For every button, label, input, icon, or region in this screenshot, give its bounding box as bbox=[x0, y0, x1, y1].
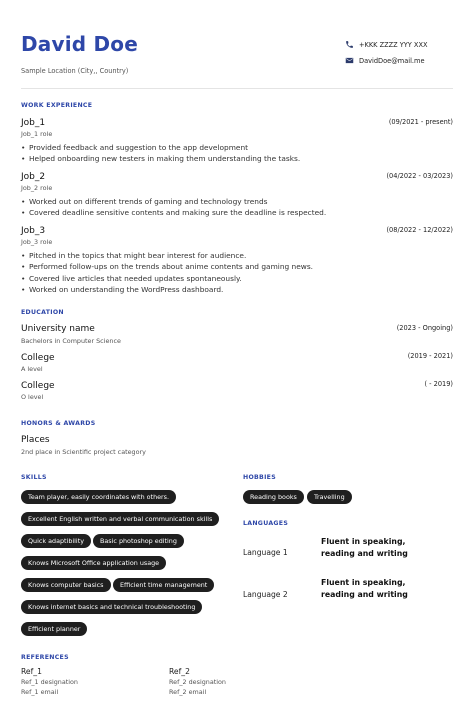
skill-chip: Quick adaptibility bbox=[21, 534, 91, 548]
education-title: College bbox=[21, 381, 55, 391]
job-role: Job_2 role bbox=[21, 184, 53, 192]
education-date: (2023 - Ongoing) bbox=[396, 324, 453, 332]
hobby-chip: Travelling bbox=[307, 490, 352, 504]
honor-title: Places bbox=[21, 435, 50, 445]
skill-chip: Excellent English written and verbal communication skills bbox=[21, 512, 219, 526]
contact-email[interactable] bbox=[345, 56, 425, 65]
hobby-chip: Reading books bbox=[243, 490, 304, 504]
job-date: (08/2022 - 12/2022) bbox=[386, 226, 453, 234]
language-label: Language 1 bbox=[243, 548, 288, 557]
bullet-item: • Covered deadline sensitive contents and making sure the deadline is respected. bbox=[21, 207, 326, 218]
job-date: (09/2021 - present) bbox=[388, 118, 453, 126]
reference-email[interactable]: Ref_1 email bbox=[21, 688, 59, 696]
reference-designation: Ref_2 designation bbox=[169, 678, 226, 686]
bullet-item: • Provided feedback and suggestion to the app development bbox=[21, 142, 300, 153]
job-title: Job_3 bbox=[21, 226, 46, 236]
job-role: Job_3 role bbox=[21, 238, 53, 246]
bullet-item: • Covered live articles that needed updates spontaneously. bbox=[21, 273, 313, 284]
job-bullets bbox=[21, 196, 326, 219]
candidate-location: Sample Location (City,, Country) bbox=[21, 67, 129, 75]
skill-chip: Knows internet basics and technical troubleshooting bbox=[21, 600, 202, 614]
reference-name: Ref_1 bbox=[21, 667, 42, 676]
bullet-item: • Worked on understanding the WordPress dashboard. bbox=[21, 284, 313, 295]
section-title-hobbies: HOBBIES bbox=[243, 474, 276, 481]
job-date: (04/2022 - 03/2023) bbox=[386, 172, 453, 180]
honor-sub: 2nd place in Scientific project category bbox=[21, 448, 146, 456]
language-level: Fluent in speaking, reading and writing bbox=[321, 537, 408, 558]
language-label: Language 2 bbox=[243, 590, 288, 599]
job-bullets bbox=[21, 142, 300, 165]
bullet-item: • Performed follow-ups on the trends about anime contents and gaming news. bbox=[21, 261, 313, 272]
education-title: College bbox=[21, 353, 55, 363]
skill-chip: Efficient planner bbox=[21, 622, 87, 636]
skill-chip: Efficient time management bbox=[113, 578, 214, 592]
skill-chip: Team player, easily coordinates with others. bbox=[21, 490, 176, 504]
skill-chip: Knows computer basics bbox=[21, 578, 111, 592]
reference-name: Ref_2 bbox=[169, 667, 190, 676]
skill-chip: Basic photoshop editing bbox=[93, 534, 184, 548]
language-level: Fluent in speaking, reading and writing bbox=[321, 578, 408, 599]
section-title-languages: LANGUAGES bbox=[243, 520, 289, 527]
education-date: (2019 - 2021) bbox=[407, 352, 453, 360]
contact-phone[interactable] bbox=[345, 40, 428, 49]
education-sub: O level bbox=[21, 393, 44, 401]
section-title-skills: SKILLS bbox=[21, 474, 47, 481]
reference-designation: Ref_1 designation bbox=[21, 678, 78, 686]
job-title: Job_1 bbox=[21, 118, 46, 128]
skill-chip: Knows Microsoft Office application usage bbox=[21, 556, 166, 570]
header-divider bbox=[21, 88, 453, 89]
section-title-honors: HONORS & AWARDS bbox=[21, 420, 96, 427]
education-title: University name bbox=[21, 324, 95, 334]
email-address: DavidDoe@mail.me bbox=[359, 56, 425, 65]
section-title-references: REFERENCES bbox=[21, 654, 69, 661]
bullet-item: • Helped onboarding new testers in making them understanding the tasks. bbox=[21, 153, 300, 164]
section-title-education: EDUCATION bbox=[21, 309, 64, 316]
education-sub: A level bbox=[21, 365, 43, 373]
bullet-item: • Worked out on different trends of gaming and technology trends bbox=[21, 196, 326, 207]
phone-icon bbox=[345, 40, 354, 49]
job-title: Job_2 bbox=[21, 172, 46, 182]
candidate-name: David Doe bbox=[21, 32, 138, 56]
section-title-work: WORK EXPERIENCE bbox=[21, 102, 93, 109]
job-bullets bbox=[21, 250, 313, 296]
education-sub: Bachelors in Computer Science bbox=[21, 337, 121, 345]
bullet-item: • Pitched in the topics that might bear interest for audience. bbox=[21, 250, 313, 261]
job-role: Job_1 role bbox=[21, 130, 53, 138]
education-date: ( - 2019) bbox=[424, 380, 453, 388]
reference-email[interactable]: Ref_2 email bbox=[169, 688, 207, 696]
phone-number: +KKK ZZZZ YYY XXX bbox=[359, 40, 428, 49]
mail-icon bbox=[345, 56, 354, 65]
